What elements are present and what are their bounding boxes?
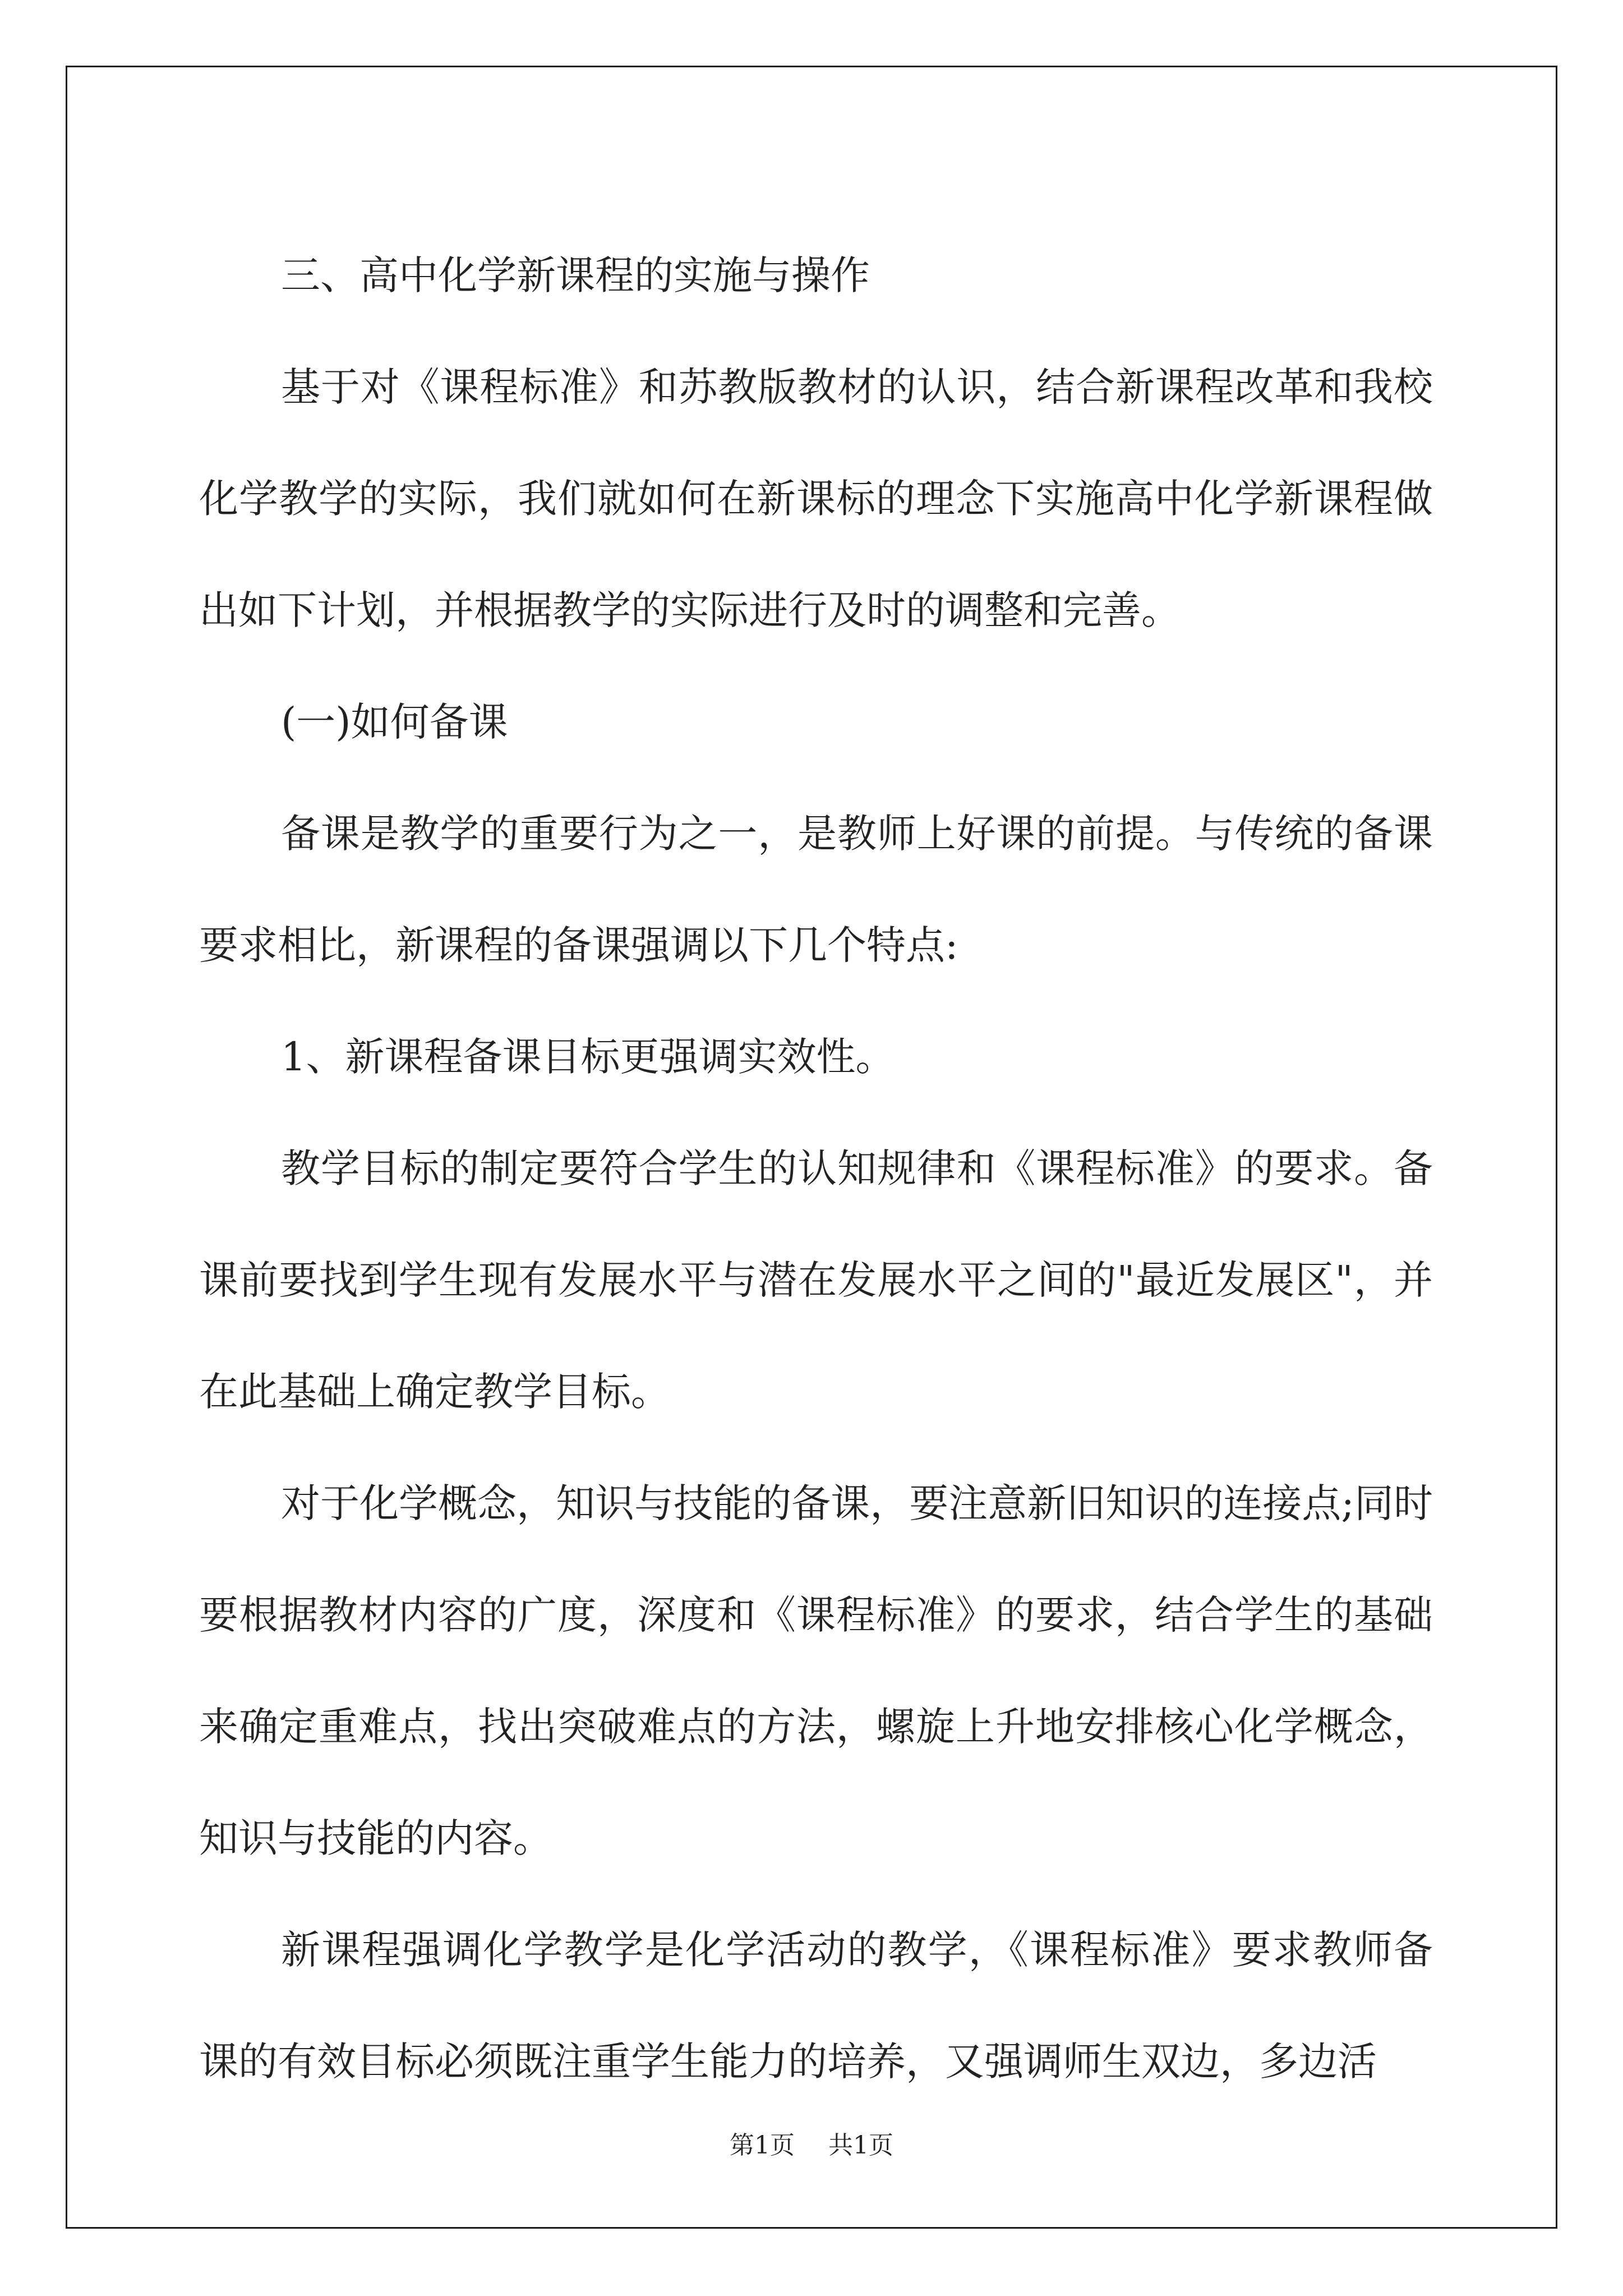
paragraph: 基于对《课程标准》和苏教版教材的认识，结合新课程改革和我校化学教学的实际，我们就如何在新课标的理念下实施高中化学新课程做出如下计划，并根据教学的实际进行及时的调整和完善。 (199, 364, 1433, 633)
document-body (199, 220, 1433, 2118)
paragraph: 新课程强调化学教学是化学活动的教学，《课程标准》要求教师备课的有效目标必须既注重学生能力的培养，又强调师生双边，多边活 (199, 1927, 1433, 2085)
list-item-heading: 1、新课程备课目标更强调实效性。 (281, 1034, 895, 1080)
page-number: 第1页 (730, 2131, 795, 2160)
page-footer (0, 2129, 1623, 2162)
paragraph: 对于化学概念，知识与技能的备课，要注意新旧知识的连接点;同时要根据教材内容的广度，深度和《课程标准》的要求，结合学生的基础来确定重难点，找出突破难点的方法，螺旋上升地安排核心化学概念，知识与技能的内容。 (199, 1480, 1433, 1861)
paragraph: 教学目标的制定要符合学生的认知规律和《课程标准》的要求。备课前要找到学生现有发展水平与潜在发展水平之间的"最近发展区"，并在此基础上确定教学目标。 (199, 1145, 1433, 1415)
section-heading: 三、高中化学新课程的实施与操作 (281, 252, 870, 298)
paragraph: 备课是教学的重要行为之一，是教师上好课的前提。与传统的备课要求相比，新课程的备课强调以下几个特点: (199, 811, 1433, 968)
subsection-heading: (一)如何备课 (281, 699, 508, 745)
page-total: 共1页 (828, 2131, 893, 2160)
